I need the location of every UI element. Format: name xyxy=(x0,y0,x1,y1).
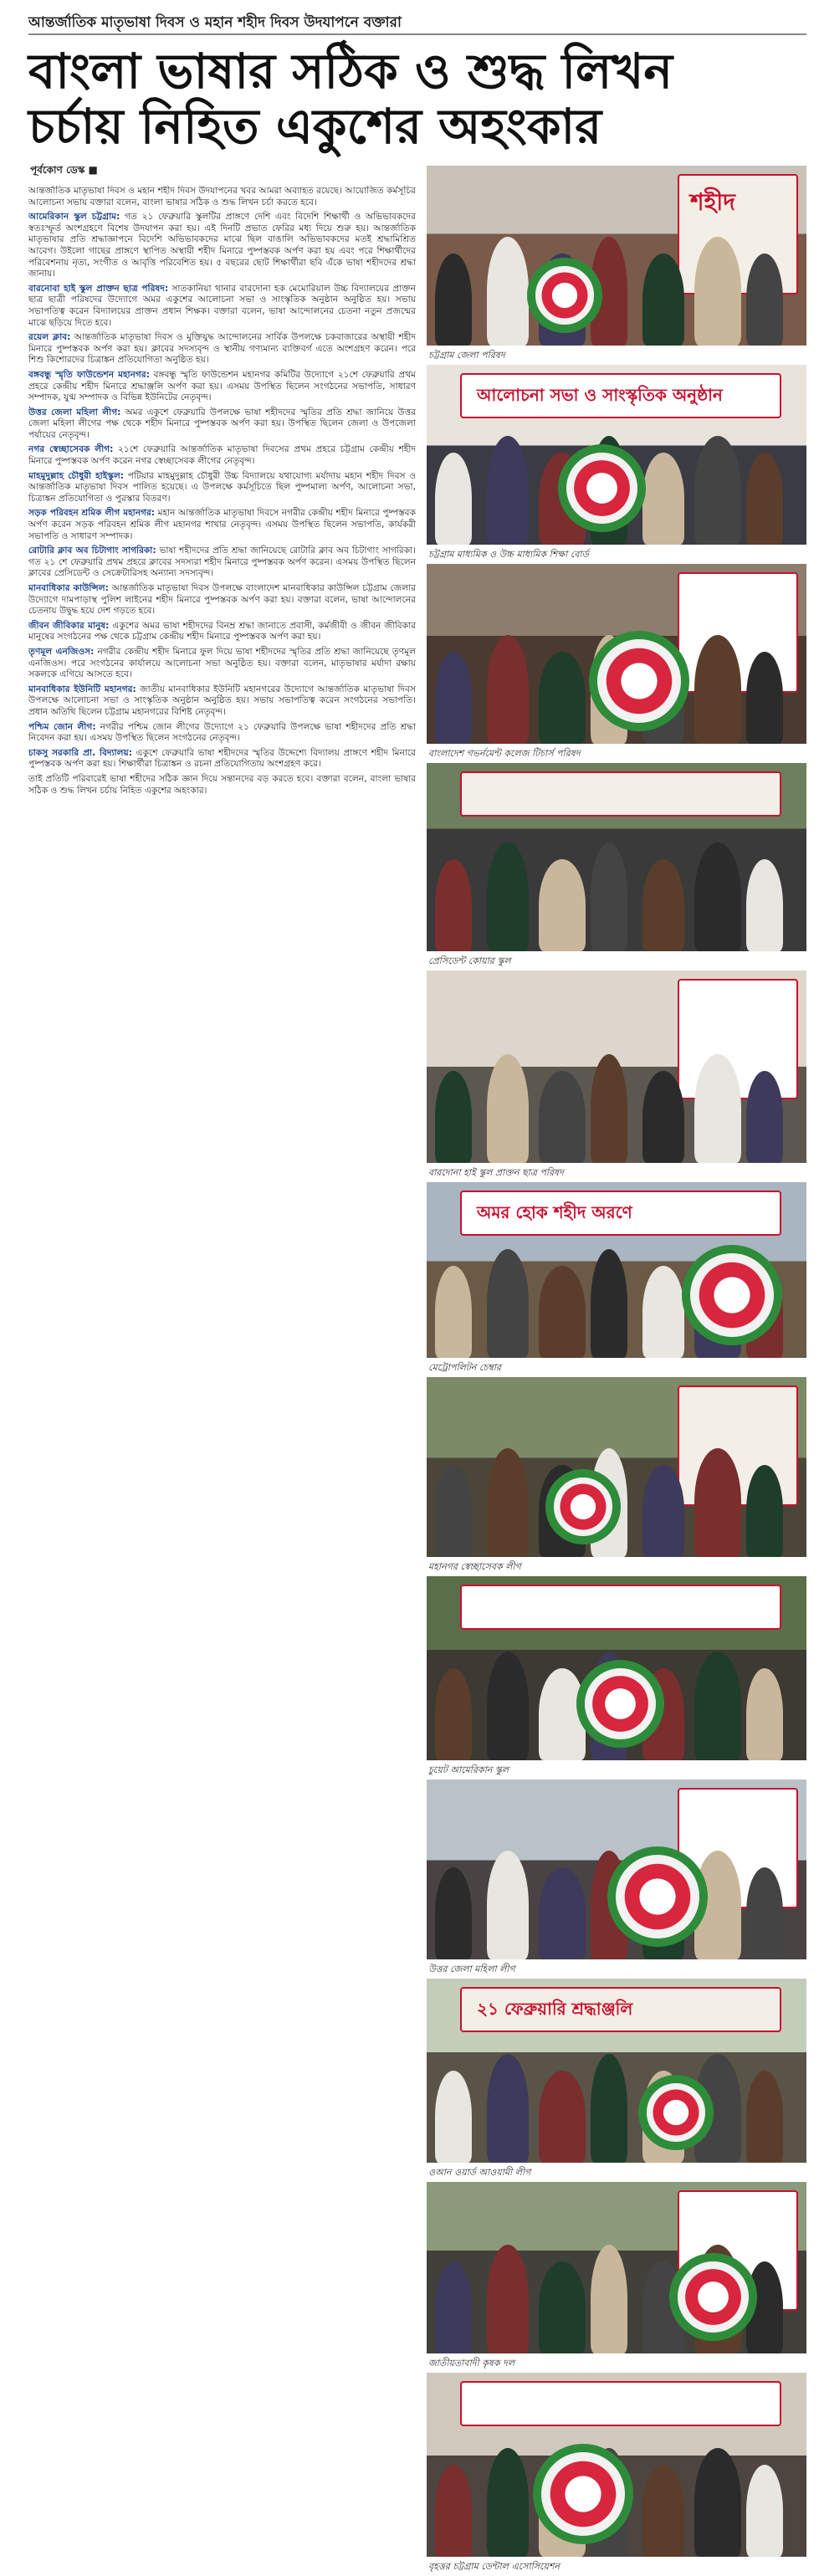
paragraph-lead: সড়ক পরিবহন শ্রমিক লীগ মহানগর: xyxy=(28,508,156,519)
paragraph-text: একুশের অমর ভাষা শহীদদের বিনম্র শ্রদ্ধা জানাতে প্রবাসী, কর্মজীবী ও জীবন জীবিকার মানুষের সংগঠনের পক্ষ থেকে চট্টগ্রাম কেন্দ্রীয় শহীদ মিনারে পুষ্পস্তবক অর্পণ করা হয়। xyxy=(28,620,416,643)
news-photo xyxy=(427,1377,806,1576)
person-figure xyxy=(746,1465,783,1557)
flower-wreath xyxy=(607,1846,708,1947)
flower-wreath xyxy=(682,1245,782,1345)
paragraph-lead: জীবন জীবিকার মানুষ: xyxy=(28,620,110,631)
person-figure xyxy=(694,1652,741,1760)
news-photo xyxy=(427,365,806,564)
photo-image xyxy=(427,1979,806,2163)
kicker: আন্তর্জাতিক মাতৃভাষা দিবস ও মহান শহীদ দিবস উদযাপনে বক্তারা xyxy=(28,14,402,31)
photo-caption: প্রেসিডেন্ট কোয়ার স্কুল xyxy=(428,955,511,966)
flower-wreath xyxy=(545,1469,621,1544)
photo-column xyxy=(427,166,806,2576)
photo-caption: বারদোনা হাই স্কুল প্রাক্তন ছাত্র পরিষদ xyxy=(428,1167,564,1178)
article-paragraph xyxy=(28,748,416,771)
person-figure xyxy=(539,652,586,744)
person-figure xyxy=(746,254,783,346)
article-paragraph xyxy=(28,647,416,681)
person-figure xyxy=(487,237,529,346)
person-figure xyxy=(642,859,684,951)
paragraph-lead: মানবাধিকার ইউনিটি মহানগর: xyxy=(28,684,136,694)
news-photo xyxy=(427,2373,806,2576)
photo-image xyxy=(427,1780,806,1959)
person-figure xyxy=(487,1652,529,1760)
person-figure xyxy=(746,2071,783,2163)
paragraph-lead: তৃণমূল এনজিওস: xyxy=(28,646,95,657)
byline: পূর্বকোণ ডেস্ক ■ xyxy=(30,164,98,176)
flower-wreath xyxy=(533,2444,633,2544)
paragraph-text: পটিয়ার মাহমুদুল্লাহ চৌধুরী উচ্চ বিদ্যালয়ে যথাযোগ্য মর্যাদায় মহান শহীদ দিবস ও আন্তর্জাতিক মাতৃভাষা দিবস পালিত হয়েছে। এ উপলক্ষে কর্মসূচিতে ছিল পুষ্পমাল্য অর্পণ, আলোচনা সভা, চিত্রাঙ্কন প্রতিযোগিতা ও পুরস্কার বিতরণ। xyxy=(28,470,416,504)
person-figure xyxy=(591,2054,627,2163)
article-paragraph xyxy=(28,186,416,208)
flower-wreath xyxy=(638,2075,714,2150)
person-figure xyxy=(591,1054,627,1163)
paragraph-text: অমর একুশে ফেব্রুয়ারি উপলক্ষে ভাষা শহীদদের স্মৃতির প্রতি শ্রদ্ধা জানিয়ে উত্তর জেলা মহিলা লীগের পক্ষ থেকে শহীদ মিনারে পুষ্পস্তবক অর্পণ করা হয়। উপস্থিত ছিলেন জেলা ও উপজেলা পর্যায়ের নেতৃবৃন্দ। xyxy=(28,407,416,440)
paragraph-text: ভাষা শহীদদের প্রতি শ্রদ্ধা জানিয়েছে রোটারি ক্লাব অব চিটাগাং সাগরিকা। গত ২১ শে ফেব্রুয়ারি প্রথম প্রহরে ক্লাবের সদস্যরা শহীদ মিনারে পুষ্পস্তবক অর্পণ করেন। এসময় উপস্থিত ছিলেন ক্লাবের প্রেসিডেন্ট ও সেক্রেটারিসহ অন্যান্য সদস্যবৃন্দ। xyxy=(28,545,416,579)
person-figure xyxy=(539,1266,586,1358)
person-figure xyxy=(487,1851,529,1959)
paragraph-lead: রোটারি ক্লাব অব চিটাগাং সাগরিকা: xyxy=(28,545,156,556)
paragraph-text: বঙ্গবন্ধু স্মৃতি ফাউন্ডেশন মহানগর কমিটির উদ্যোগে ২১শে ফেব্রুয়ারি প্রথম প্রহরে কেন্দ্রীয় শহীদ মিনারে শ্রদ্ধাঞ্জলি অর্পণ করা হয়। এসময় উপস্থিত ছিলেন সংগঠনের সভাপতি, সাধারণ সম্পাদক, যুগ্ম সম্পাদক ও বিভিন্ন ইউনিটের নেতৃবৃন্দ। xyxy=(28,369,416,403)
person-figure xyxy=(487,2448,529,2557)
person-figure xyxy=(694,635,741,744)
person-figure xyxy=(591,842,627,951)
paragraph-lead: চাকসু সরকারি প্রা. বিদ্যালয়: xyxy=(28,747,132,758)
person-figure xyxy=(435,1668,472,1760)
person-figure xyxy=(487,635,529,744)
person-figure xyxy=(694,2448,741,2557)
kicker-divider xyxy=(28,33,806,35)
photo-image xyxy=(427,970,806,1163)
paragraph-text: নগরীর পশ্চিম জোন লীগের উদ্যোগে ২১ ফেব্রুয়ারি উপলক্ষে ভাষা শহীদদের প্রতি শ্রদ্ধা নিবেদন করা হয়। এসময় উপস্থিত ছিলেন সংগঠনের নেতৃবৃন্দ। xyxy=(28,721,416,744)
photo-caption: উত্তর জেলা মহিলা লীগ xyxy=(428,1964,515,1974)
article-paragraph xyxy=(28,332,416,366)
news-photo xyxy=(427,970,806,1182)
person-figure xyxy=(435,652,472,744)
news-photo xyxy=(427,1182,806,1377)
article-paragraph xyxy=(28,370,416,404)
flower-wreath xyxy=(589,631,689,731)
article-paragraph xyxy=(28,545,416,580)
paragraph-lead: মানবাধিকার কাউন্সিল: xyxy=(28,583,109,593)
article-paragraph xyxy=(28,444,416,467)
person-figure xyxy=(746,1668,783,1760)
person-figure xyxy=(642,1071,684,1163)
photo-banner xyxy=(460,2381,781,2426)
news-photo xyxy=(427,564,806,763)
photo-caption: মহানগর স্বেচ্ছাসেবক লীগ xyxy=(428,1561,521,1572)
photo-banner xyxy=(460,1585,781,1630)
paragraph-text: গত ২১ ফেব্রুয়ারি স্কুলটির প্রাঙ্গণে দেশি এবং বিদেশি শিক্ষার্থী ও অভিভাবকদের স্বতঃস্ফূর্ত অংশগ্রহণে বিশেষ উদযাপন করা হয়। এই দিনটি প্রভাত ফেরির মধ্য দিয়ে শুরু হয়। আন্তর্জাতিক মাতৃভাষার প্রতি শ্রদ্ধাজ্ঞাপনে বিদেশি অভিভাবকদের মাঝে ছিল বাঙালি অভিভাবকদের মতই শ্রদ্ধামিশ্রিত আবেগ। উইলো গাছের প্রাঙ্গণে স্থাপিত অস্থায়ী শহীদ মিনারে পুষ্পস্তবক অর্পণ করা হয় এবং পরে শিক্ষার্থীদের পরিবেশনায় নৃত্য, সংগীত ও আবৃত্তি পরিবেশিত হয়। ৫ বছরের ছোট শিক্ষার্থীরা ছবি এঁকে ভাষা শহীদদের শ্রদ্ধা জানায়। xyxy=(28,212,416,279)
banner-text: আলোচনা সভা ও সাংস্কৃতিক অনুষ্ঠান xyxy=(477,385,723,405)
paragraph-text: আন্তর্জাতিক মাতৃভাষা দিবস ও মুক্তিযুদ্ধ আন্দোলনের সার্বিক উপলক্ষে চকবাজারের অস্থায়ী শহীদ মিনারে পুষ্পস্তবক অর্পণ করা হয়। ক্লাবের সদস্যবৃন্দ ও স্থানীয় গণ্যমান্য ব্যক্তিবর্গ এতে অংশগ্রহণ করেন। পরে শিশু কিশোরদের চিত্রাঙ্কন প্রতিযোগিতা অনুষ্ঠিত হয়। xyxy=(28,332,416,366)
article-paragraph xyxy=(28,684,416,719)
person-figure xyxy=(539,859,586,951)
person-figure xyxy=(642,1465,684,1557)
article-body xyxy=(28,186,416,2495)
person-figure xyxy=(746,1071,783,1163)
paragraph-lead: আমেরিকান স্কুল চট্টগ্রাম: xyxy=(28,212,120,223)
photo-image xyxy=(427,1182,806,1358)
flower-wreath xyxy=(558,444,646,532)
paragraph-text: সাতকানিয়া থানার বারদোনা হক মেমোরিয়াল উচ্চ বিদ্যালয়ের প্রাক্তন ছাত্র ছাত্রী পরিষদের উদ্যোগে অমর একুশের আলোচনা সভা ও সাংস্কৃতিক অনুষ্ঠান অনুষ্ঠিত হয়। সভায় সভাপতিত্ব করেন বিদ্যালয়ের প্রাক্তন প্রধান শিক্ষক। বক্তারা বলেন, ভাষা আন্দোলনের চেতনা নতুন প্রজন্মের মাঝে ছড়িয়ে দিতে হবে। xyxy=(28,283,416,328)
paragraph-text: ২১শে ফেব্রুয়ারি আন্তর্জাতিক মাতৃভাষা দিবসের প্রথম প্রহরে চট্টগ্রাম কেন্দ্রীয় শহীদ মিনারে পুষ্পস্তবক অর্পণ করেন নগর স্বেচ্ছাসেবক লীগের নেতৃবৃন্দ। xyxy=(28,444,416,467)
person-figure xyxy=(487,2245,529,2353)
news-photo xyxy=(427,2182,806,2373)
banner-text: শহীদ xyxy=(690,188,735,216)
news-photo xyxy=(427,1576,806,1780)
person-figure xyxy=(487,842,529,951)
news-photo xyxy=(427,763,806,970)
person-figure xyxy=(487,1448,529,1557)
photo-caption: জাতীয়তাবাদী কৃষক দল xyxy=(428,2358,515,2369)
photo-caption: চট্টগ্রাম জেলা পরিষদ xyxy=(428,350,505,361)
person-figure xyxy=(746,1867,783,1959)
paragraph-text: একুশে ফেব্রুয়ারি ভাষা শহীদদের স্মৃতির উদ্দেশ্যে বিদ্যালয় প্রাঙ্গণে শহীদ মিনারে পুষ্পস্তবক অর্পণ করা হয়। শিক্ষার্থীরা চিত্রাঙ্কন ও রচনা প্রতিযোগিতায় অংশগ্রহণ করে। xyxy=(28,747,416,770)
person-figure xyxy=(642,254,684,346)
article-paragraph xyxy=(28,471,416,505)
headline-line-1: বাংলা ভাষার সঠিক ও শুদ্ধ লিখন xyxy=(28,43,673,100)
person-figure xyxy=(591,2245,627,2353)
person-figure xyxy=(694,1054,741,1163)
person-figure xyxy=(435,1266,472,1358)
paragraph-lead: বারনোবা হাই স্কুল প্রাক্তন ছাত্র পরিষদ: xyxy=(28,283,169,294)
news-photo xyxy=(427,166,806,365)
photo-image xyxy=(427,1576,806,1760)
article-paragraph xyxy=(28,508,416,542)
person-figure xyxy=(435,1465,472,1557)
person-figure xyxy=(487,1054,529,1163)
paragraph-text: নগরীর কেন্দ্রীয় শহীদ মিনারে ফুল দিয়ে ভাষা শহীদদের স্মৃতির প্রতি শ্রদ্ধা জানিয়েছে তৃণমূল এনজিওস। পরে সংগঠনের কার্যালয়ে আলোচনা সভা অনুষ্ঠিত হয়। বক্তারা বলেন, মাতৃভাষার মর্যাদা রক্ষায় সকলকে এগিয়ে আসতে হবে। xyxy=(28,646,416,680)
person-figure xyxy=(539,2071,586,2163)
photo-image xyxy=(427,763,806,951)
article-paragraph xyxy=(28,407,416,442)
article-paragraph xyxy=(28,284,416,329)
person-figure xyxy=(487,1249,529,1358)
paragraph-text: জাতীয় মানবাধিকার ইউনিটি মহানগরের উদ্যোগে আন্তর্জাতিক মাতৃভাষা দিবস উপলক্ষে আলোচনা সভা ও সাংস্কৃতিক অনুষ্ঠান অনুষ্ঠিত হয়। সভায় সভাপতিত্ব করেন সংগঠনের সভাপতি। প্রধান অতিথি ছিলেন চট্টগ্রাম মহানগরের বিশিষ্ট নেতৃবৃন্দ। xyxy=(28,684,416,717)
paragraph-text: আন্তর্জাতিক মাতৃভাষা দিবস উপলক্ষে বাংলাদেশ মানবাধিকার কাউন্সিল চট্টগ্রাম জেলার উদ্যোগে দামপাড়াস্থ পুলিশ লাইনের শহীদ মিনারে পুষ্পস্তবক অর্পণ করা হয়। বক্তারা বলেন, ভাষা আন্দোলনের চেতনায় উদ্বুদ্ধ হয়ে দেশ গড়তে হবে। xyxy=(28,583,416,617)
person-figure xyxy=(591,1249,627,1358)
person-figure xyxy=(435,859,472,951)
person-figure xyxy=(694,1448,741,1557)
paragraph-lead: পশ্চিম জোন লীগ: xyxy=(28,721,96,732)
person-figure xyxy=(746,453,783,545)
article-paragraph xyxy=(28,774,416,796)
news-photo xyxy=(427,1780,806,1979)
paragraph-lead: বঙ্গবন্ধু স্মৃতি ফাউন্ডেশন মহানগর: xyxy=(28,369,150,380)
person-figure xyxy=(694,436,741,545)
photo-caption: বাংলাদেশ গভর্নমেন্ট কলেজ টিচার্স পরিষদ xyxy=(428,748,581,759)
photo-image xyxy=(427,2182,806,2353)
person-figure xyxy=(487,2054,529,2163)
person-figure xyxy=(694,237,741,346)
news-photo xyxy=(427,1979,806,2182)
flower-wreath xyxy=(527,258,602,333)
person-figure xyxy=(435,2261,472,2353)
person-figure xyxy=(435,1867,472,1959)
person-figure xyxy=(746,652,783,744)
paragraph-lead: নগর স্বেচ্ছাসেবক লীগ: xyxy=(28,444,114,455)
flower-wreath xyxy=(669,2253,757,2341)
person-figure xyxy=(746,859,783,951)
person-figure xyxy=(435,2465,472,2557)
paragraph-lead: মাহমুদুল্লাহ চৌধুরী হাইস্কুল: xyxy=(28,470,125,481)
paragraph-lead: উত্তর জেলা মহিলা লীগ: xyxy=(28,407,121,417)
person-figure xyxy=(694,842,741,951)
article-paragraph xyxy=(28,583,416,617)
person-figure xyxy=(539,1867,586,1959)
banner-text: ২১ ফেব্রুয়ারি শ্রদ্ধাঞ্জলি xyxy=(477,1999,633,2019)
person-figure xyxy=(435,453,472,545)
paragraph-text: তাই প্রতিটি পরিবারেই ভাষা শহীদের সঠিক জ্ঞান দিয়ে সন্তানদের বড় করতে হবে। বক্তারা বলেন, বাংলা ভাষার সঠিক ও শুদ্ধ লিখন চর্চায় নিহিত একুশের অহংকার। xyxy=(28,773,416,796)
headline-line-2: চর্চায় নিহিত একুশের অহংকার xyxy=(28,98,602,155)
photo-image xyxy=(427,365,806,545)
paragraph-lead: রয়েল ক্লাব: xyxy=(28,332,71,343)
person-figure xyxy=(642,1266,684,1358)
headline xyxy=(28,44,806,154)
photo-image xyxy=(427,166,806,346)
person-figure xyxy=(746,2465,783,2557)
banner-text: অমর হোক শহীদ অরণে xyxy=(477,1202,632,1222)
photo-caption: ওআন ওয়ার্ড আওয়ামী লীগ xyxy=(428,2167,531,2178)
person-figure xyxy=(642,2465,684,2557)
photo-caption: চট্টগ্রাম মাধ্যমিক ও উচ্চ মাধ্যমিক শিক্ষা বোর্ড xyxy=(428,549,589,560)
person-figure xyxy=(435,2071,472,2163)
article-paragraph xyxy=(28,621,416,643)
person-figure xyxy=(539,1071,586,1163)
paragraph-text: আন্তর্জাতিক মাতৃভাষা দিবস ও মহান শহীদ দিবস উদযাপনের খবর আমরা অব্যাহত রয়েছে। আয়োজিত কর্মসূচির আলোচনা সভায় বক্তারা বলেন, বাংলা ভাষার সঠিক ও শুদ্ধ লিখন চর্চা করতে হবে। xyxy=(28,186,416,207)
photo-banner xyxy=(460,771,781,817)
photo-caption: বৃহত্তর চট্টগ্রাম ডেন্টাল এসোসিয়েশন xyxy=(428,2561,560,2572)
person-figure xyxy=(435,254,472,346)
person-figure xyxy=(539,2261,586,2353)
article-paragraph xyxy=(28,212,416,280)
photo-image xyxy=(427,2373,806,2557)
person-figure xyxy=(487,436,529,545)
paragraph-text: মহান আন্তর্জাতিক মাতৃভাষা দিবসে নগরীর কেন্দ্রীয় শহীদ মিনারে পুষ্পস্তবক অর্পণ করেন সড়ক পরিবহন শ্রমিক লীগ মহানগর শাখার নেতৃবৃন্দ। এসময় উপস্থিত ছিলেন সভাপতি, কার্যকরী সভাপতি ও সাধারণ সম্পাদক। xyxy=(28,508,416,541)
photo-caption: চুয়েট আমেরিকান স্কুল xyxy=(428,1764,509,1775)
photo-image xyxy=(427,564,806,744)
article-paragraph xyxy=(28,722,416,745)
person-figure xyxy=(642,453,684,545)
photo-caption: মেট্রোপলিটন চেম্বার xyxy=(428,1362,501,1373)
person-figure xyxy=(435,1071,472,1163)
flower-wreath xyxy=(576,1660,664,1748)
photo-image xyxy=(427,1377,806,1557)
